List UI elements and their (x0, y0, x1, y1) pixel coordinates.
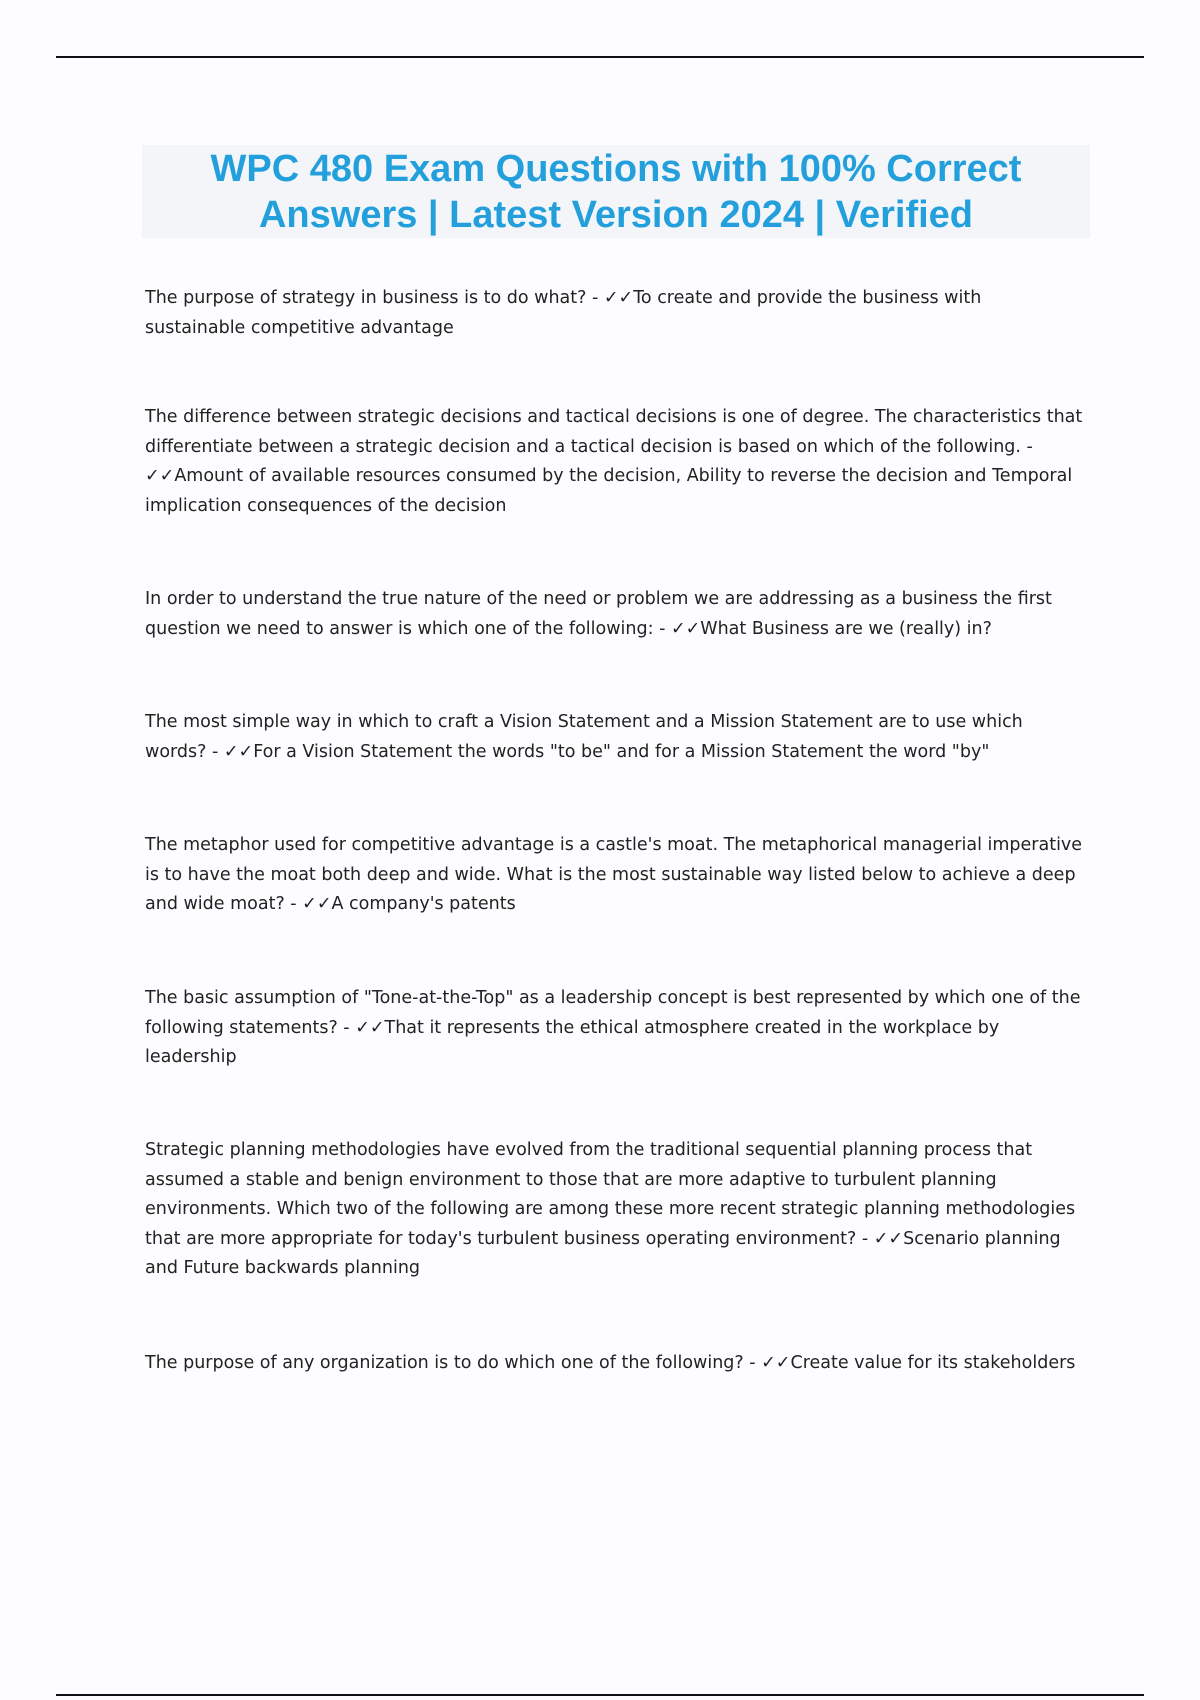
qa-item (145, 585, 1085, 644)
title-banner (142, 145, 1090, 238)
question-text: The most simple way in which to craft a Vision Statement and a Mission Statement are to use which words? - (145, 712, 1023, 762)
check-icon: ✓✓ (223, 741, 254, 762)
question-text: In order to understand the true nature of the need or problem we are addressing as a business the first question we need to answer is which one of the following: - (145, 589, 1052, 639)
check-icon: ✓✓ (761, 1353, 791, 1373)
answer-text: Scenario planning and Future backwards planning (145, 1228, 1061, 1278)
qa-item (145, 1349, 1085, 1379)
answer-text: Amount of available resources consumed by the decision, Ability to reverse the decision and Temporal implication consequences of the decision (145, 466, 1073, 516)
answer-text: A company's patents (331, 894, 516, 914)
question-text: The purpose of strategy in business is to do what? - (145, 288, 604, 308)
check-icon: ✓✓ (302, 894, 332, 914)
qa-item (145, 1136, 1085, 1284)
qa-item (145, 831, 1085, 920)
check-icon: ✓✓ (873, 1228, 904, 1249)
check-icon: ✓✓ (355, 1017, 385, 1038)
question-text: The difference between strategic decisions and tactical decisions is one of degree. The characteristics that differentiate between a strategic decision and a tactical decision is based on which of the following. - (145, 407, 1083, 457)
qa-item (145, 284, 1085, 343)
question-text: Strategic planning methodologies have evolved from the traditional sequential planning process that assumed a stable and benign environment to those that are more adaptive to turbulent planning environments. Which two of the following are among these more recent strategic planning methodologies that are more appropriate for today's turbulent business operating environment? - (145, 1140, 1076, 1249)
footer-rule (56, 1694, 1144, 1696)
check-icon: ✓✓ (145, 466, 175, 486)
answer-text: For a Vision Statement the words "to be" and for a Mission Statement the word "by" (253, 741, 990, 762)
qa-item (145, 403, 1085, 521)
answer-text: To create and provide the business with sustainable competitive advantage (145, 288, 982, 338)
answer-text: That it represents the ethical atmosphere created in the workplace by leadership (145, 1017, 1000, 1067)
answer-text: What Business are we (really) in? (700, 618, 992, 639)
question-text: The purpose of any organization is to do which one of the following? - (145, 1353, 762, 1373)
question-text: The basic assumption of "Tone-at-the-Top" as a leadership concept is best represented by which one of the following statements? - (145, 988, 1081, 1038)
document-title: WPC 480 Exam Questions with 100% Correct Answers | Latest Version 2024 | Verified (210, 147, 1022, 236)
check-icon: ✓✓ (670, 618, 701, 639)
answer-text: Create value for its stakeholders (790, 1353, 1076, 1373)
qa-item (145, 984, 1085, 1073)
header-rule (56, 56, 1144, 58)
question-text: The metaphor used for competitive advantage is a castle's moat. The metaphorical managerial imperative is to have the moat both deep and wide. What is the most sustainable way listed below to achieve a deep and wide moat? - (145, 835, 1083, 914)
qa-item (145, 708, 1085, 767)
check-icon: ✓✓ (603, 288, 634, 308)
